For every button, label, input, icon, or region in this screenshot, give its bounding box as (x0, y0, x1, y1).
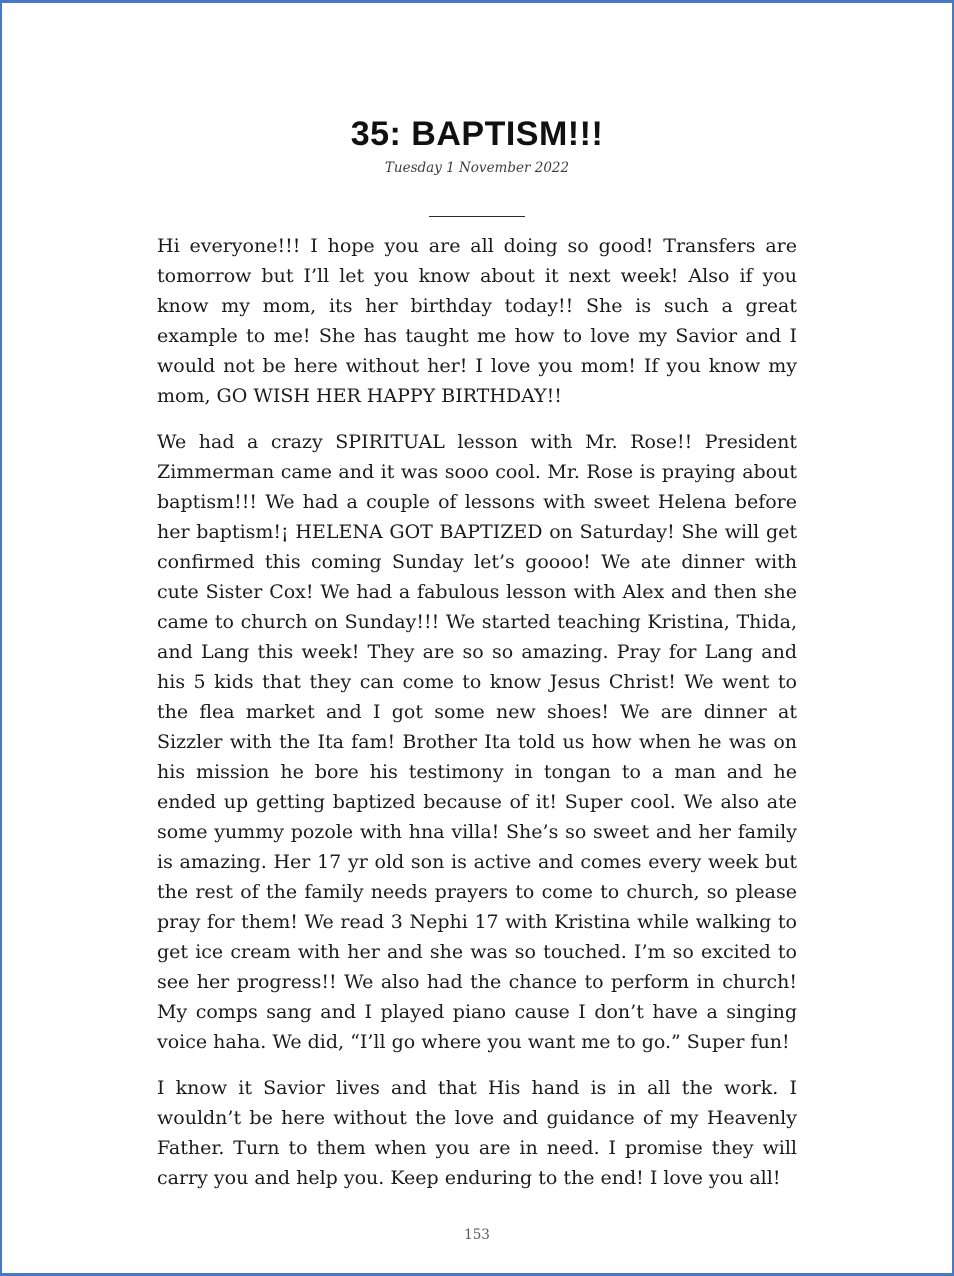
body-text (157, 231, 797, 1193)
section-divider (429, 216, 525, 217)
paragraph: We had a crazy SPIRITUAL lesson with Mr. Rose!! President Zimmerman came and it was sooo cool. Mr. Rose is praying about baptism!!! We had a couple of lessons with sweet Helena before her baptism!¡ HELENA GOT BAPTIZED on Saturday! She will get confirmed this coming Sunday let’s goooo! We ate dinner with cute Sister Cox! We had a fabulous lesson with Alex and then she came to church on Sunday!!! We started teaching Kristina, Thida, and Lang this week! They are so so amazing. Pray for Lang and his 5 kids that they can come to know Jesus Christ! We went to the flea market and I got some new shoes! We are dinner at Sizzler with the Ita fam! Brother Ita told us how when he was on his mission he bore his testimony in tongan to a man and he ended up getting baptized because of it! Super cool. We also ate some yummy pozole with hna villa! She’s so sweet and her family is amazing. Her 17 yr old son is active and comes every week but the rest of the family needs prayers to come to church, so please pray for them! We read 3 Nephi 17 with Kristina while walking to get ice cream with her and she was so touched. I’m so excited to see her progress!! We also had the chance to perform in church! My comps sang and I played piano cause I don’t have a singing voice haha. We did, “I’ll go where you want me to go.” Super fun! (157, 431, 797, 1053)
paragraph: Hi everyone!!! I hope you are all doing so good! Transfers are tomorrow but I’ll let you know about it next week! Also if you know my mom, its her birthday today!! She is such a great example to me! She has taught me how to love my Savior and I would not be here without her! I love you mom! If you know my mom, GO WISH HER HAPPY BIRTHDAY!! (157, 235, 797, 407)
page-title: 35: BAPTISM!!! (350, 115, 604, 153)
page-number: 153 (464, 1227, 490, 1243)
date-line: Tuesday 1 November 2022 (384, 160, 570, 176)
page-content (157, 3, 797, 1193)
paragraph: I know it Savior lives and that His hand is in all the work. I wouldn’t be here without the love and guidance of my Heavenly Father. Turn to them when you are in need. I promise they will carry you and help you. Keep enduring to the end! I love you all! (157, 1077, 797, 1189)
